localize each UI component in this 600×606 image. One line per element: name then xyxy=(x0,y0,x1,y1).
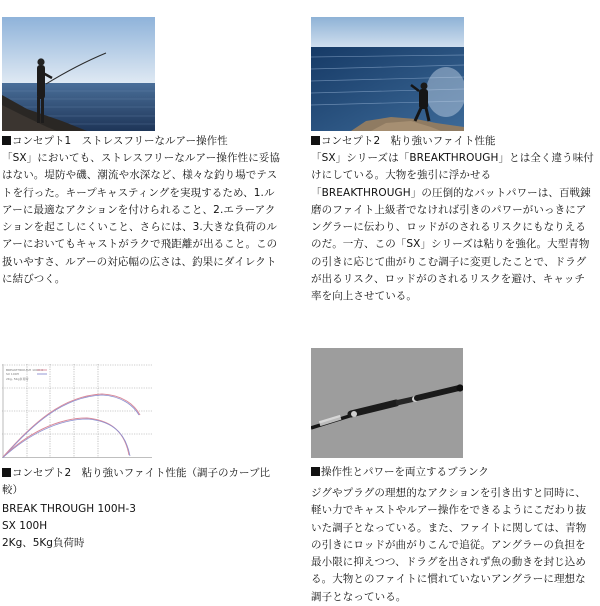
text-line: のだ。一方、この「SX」シリーズは粘りを強化。大型青物 xyxy=(311,238,590,251)
square-bullet-icon xyxy=(2,468,11,477)
text-line: 最小限に抑えつつ、ドラグを出されず魚の動きを封じ込め xyxy=(311,556,586,569)
legend-breakthrough: BREAKTHROUGH 100H-3 xyxy=(6,368,44,372)
photo-angler-casting-icon xyxy=(2,17,155,131)
curve-compare-heading-text-cont: 較） xyxy=(2,484,23,496)
model-sx: SX 100H xyxy=(2,520,48,532)
concept2-photo xyxy=(311,17,464,131)
text-line: 「BREAKTHROUGH」の圧倒的なバットパワーは、百戦錬 xyxy=(311,186,591,199)
concept1-heading xyxy=(2,134,228,148)
text-line: 「SX」においても、ストレスフリーなルアー操作性に妥協 xyxy=(2,152,281,164)
text-line: アーにおいてもキャストがラクで飛距離が出ること。この xyxy=(2,238,278,251)
curve-compare-heading xyxy=(2,465,300,499)
blank-heading-text: 操作性とパワーを両立するブランク xyxy=(321,466,489,478)
concept2-heading-text: コンセプト2 粘り強いファイト性能 xyxy=(321,135,496,147)
curve-compare-chart xyxy=(2,364,152,459)
text-line: トを行った。キープキャスティングを実現するため、1.ル xyxy=(2,186,275,199)
blank-body xyxy=(311,485,600,606)
text-line: いた調子となっている。また、ファイトに関しては、青物 xyxy=(311,521,587,534)
text-line: が出るリスク、ロッドがのされるリスクを避け、キャッチ xyxy=(311,273,586,286)
text-line: ングラーに伝わり、ロッドがのされるリスクにもなりえる xyxy=(311,221,586,234)
square-bullet-icon xyxy=(311,467,320,476)
curve-compare-body xyxy=(2,501,300,552)
text-line: アーに最適なアクションを付けられること、2.エラーアク xyxy=(2,203,276,216)
text-line: る。大物とのファイトに慣れていないアングラーに理想な xyxy=(311,573,586,586)
blank-heading xyxy=(311,465,489,479)
text-line: 率を向上させている。 xyxy=(311,290,417,303)
text-line: 磨のファイト上級者でなければ引きのパワーがいっきにア xyxy=(311,203,587,216)
legend-sx: SX 100H xyxy=(6,372,19,376)
text-line: の引きに応じて曲がりこむ調子に変更したことで、ドラグ xyxy=(311,255,587,268)
chart-curve-compare-icon xyxy=(2,364,152,459)
concept2-body xyxy=(311,150,600,306)
text-line: に結びつく。 xyxy=(2,273,66,286)
load-condition: 2Kg、5Kg負荷時 xyxy=(2,537,85,549)
concept2-heading xyxy=(311,134,495,148)
text-line: の引きにロッドが曲がりこんで追従。アングラーの負担を xyxy=(311,538,586,551)
blank-photo xyxy=(311,348,463,458)
photo-angler-fighting-icon xyxy=(311,17,464,131)
concept1-heading-text: コンセプト1 ストレスフリーなルアー操作性 xyxy=(12,135,228,147)
text-line: ジグやプラグの理想的なアクションを引き出すと同時に、 xyxy=(311,487,586,499)
text-line: 「SX」シリーズは「BREAKTHROUGH」とは全く違う味付 xyxy=(311,152,594,164)
text-line: 軽い力でキャストやルアー操作をできるようにこだわり抜 xyxy=(311,504,587,517)
text-line: ションを起こしにくいこと、さらには、3.大きな負荷のル xyxy=(2,221,278,234)
text-line: はない。堤防や磯、潮流や水深など、様々な釣り場でテス xyxy=(2,169,278,182)
text-line: 調子となっている。 xyxy=(311,590,407,603)
legend-load: 2Kg, 5Kg負荷時 xyxy=(6,377,29,381)
square-bullet-icon xyxy=(2,136,11,145)
photo-rod-blank-icon xyxy=(311,348,463,458)
text-line: 扱いやすさ、ルアーの対応幅の広さは、釣果にダイレクト xyxy=(2,255,277,268)
model-breakthrough: BREAK THROUGH 100H-3 xyxy=(2,503,136,515)
text-line: けにしている。大物を強引に浮かせる xyxy=(311,169,492,182)
square-bullet-icon xyxy=(311,136,320,145)
concept1-photo xyxy=(2,17,155,131)
concept1-body xyxy=(2,150,300,288)
curve-compare-heading-text: コンセプト2 粘り強いファイト性能（調子のカーブ比 xyxy=(12,467,270,479)
